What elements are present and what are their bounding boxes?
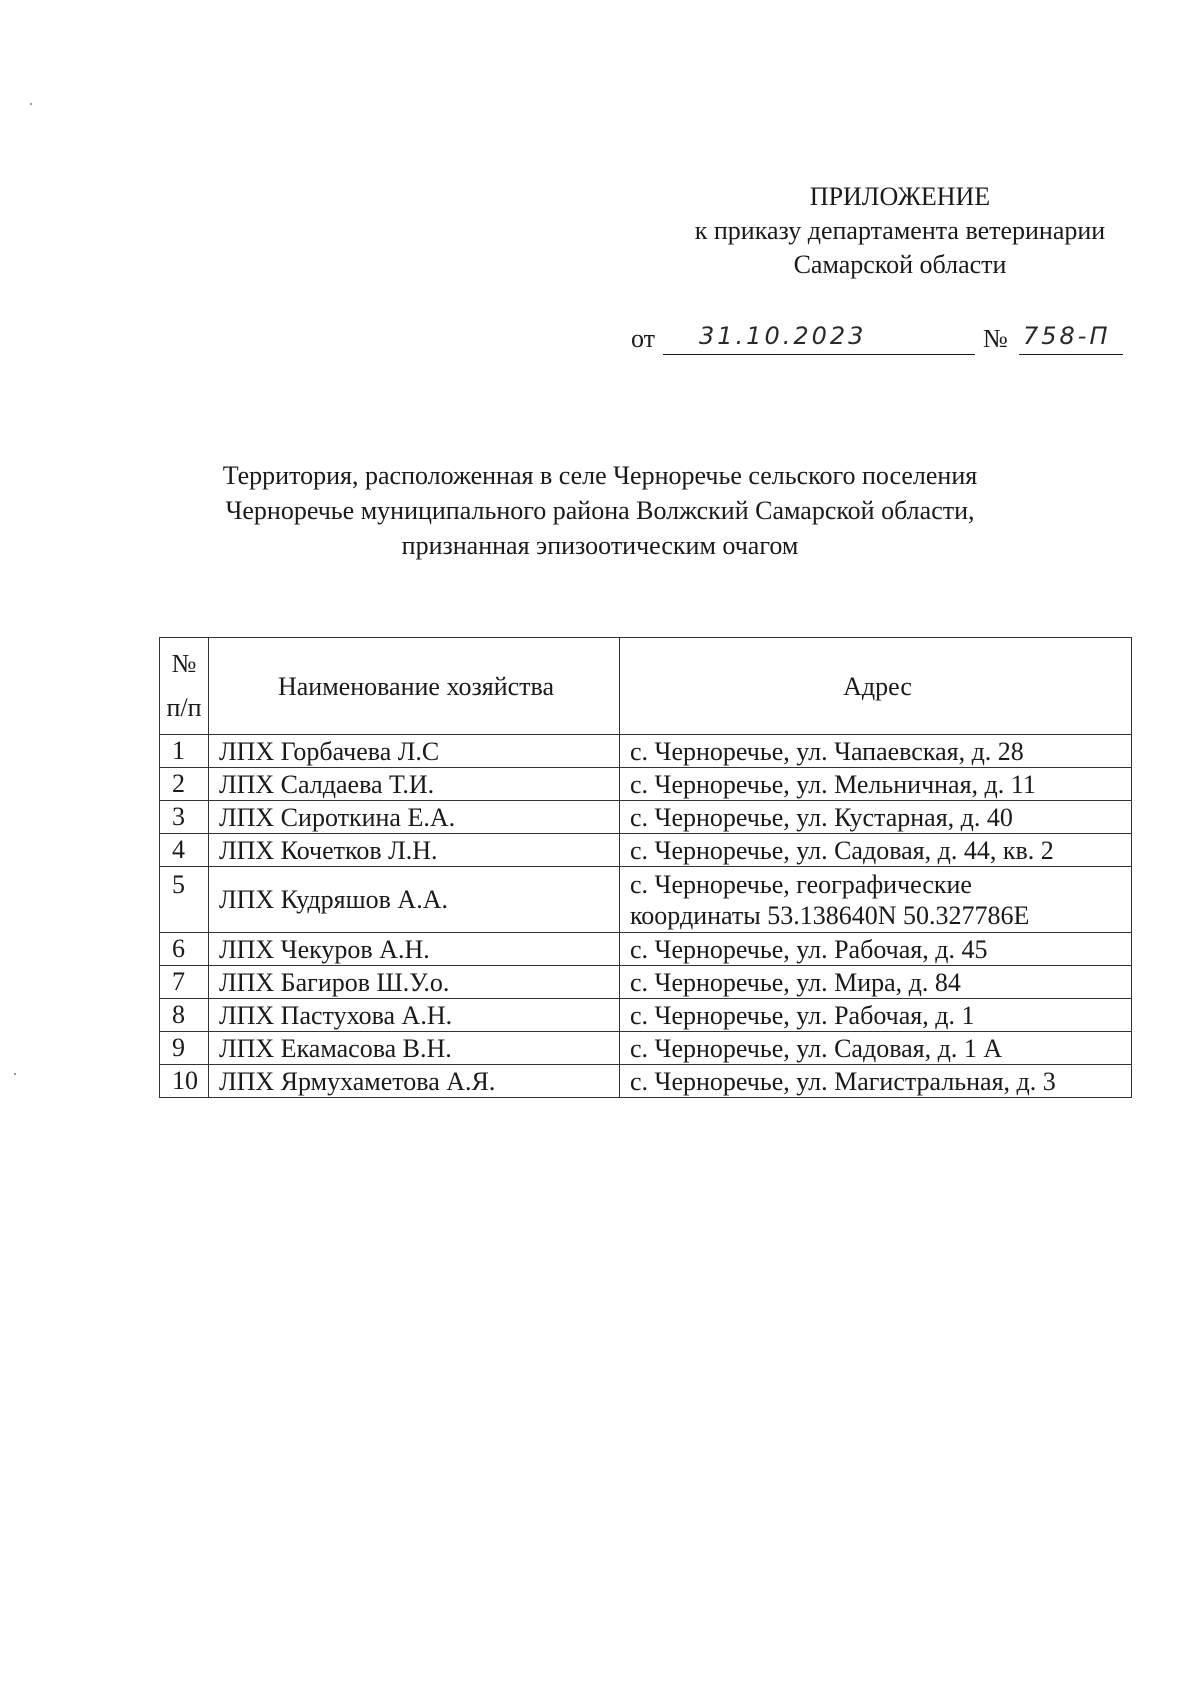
- row-address: с. Черноречье, ул. Рабочая, д. 1: [620, 999, 1132, 1032]
- row-num: 8: [160, 999, 209, 1032]
- appendix-line-order: к приказу департамента ветеринарии: [694, 216, 1106, 245]
- date-prefix: от: [631, 324, 656, 353]
- row-address: с. Черноречье, ул. Магистральная, д. 3: [620, 1065, 1132, 1098]
- order-number: 758-П: [1023, 322, 1111, 350]
- row-num: 3: [160, 801, 209, 834]
- households-table: [159, 637, 1132, 1098]
- number-underline: [1019, 354, 1123, 355]
- row-name: ЛПХ Чекуров А.Н.: [209, 933, 620, 966]
- row-name: ЛПХ Пастухова А.Н.: [209, 999, 620, 1032]
- row-num: 4: [160, 834, 209, 867]
- row-address: с. Черноречье, ул. Садовая, д. 44, кв. 2: [620, 834, 1132, 867]
- table-row: [160, 933, 1132, 966]
- order-line: [631, 324, 1131, 360]
- table-row: [160, 999, 1132, 1032]
- row-name: ЛПХ Салдаева Т.И.: [209, 768, 620, 801]
- row-address: с. Черноречье, ул. Мира, д. 84: [620, 966, 1132, 999]
- row-num: 5: [160, 867, 209, 933]
- row-address-line-1: с. Черноречье, географические: [630, 869, 972, 899]
- header-num-pp: п/п: [166, 693, 202, 722]
- number-prefix: №: [983, 324, 1008, 353]
- table-row: [160, 1065, 1132, 1098]
- header-name: Наименование хозяйства: [209, 638, 620, 735]
- row-num: 7: [160, 966, 209, 999]
- appendix-title: ПРИЛОЖЕНИЕ: [809, 182, 991, 211]
- row-address: с. Черноречье, ул. Кустарная, д. 40: [620, 801, 1132, 834]
- table-row: [160, 834, 1132, 867]
- row-name: ЛПХ Кудряшов А.А.: [209, 867, 620, 933]
- appendix-line-region: Самарской области: [793, 250, 1007, 279]
- date-underline: [663, 354, 975, 355]
- header-num-sign: №: [171, 649, 197, 678]
- row-num: 9: [160, 1032, 209, 1065]
- scan-speck: [30, 103, 32, 105]
- heading-line-3: признанная эпизоотическим очагом: [401, 531, 799, 560]
- row-address: с. Черноречье, ул. Чапаевская, д. 28: [620, 735, 1132, 768]
- table-row: [160, 735, 1132, 768]
- row-name: ЛПХ Ярмухаметова А.Я.: [209, 1065, 620, 1098]
- row-num: 6: [160, 933, 209, 966]
- row-name: ЛПХ Сироткина Е.А.: [209, 801, 620, 834]
- row-name: ЛПХ Горбачева Л.С: [209, 735, 620, 768]
- scan-speck: [14, 1073, 16, 1075]
- table-row: [160, 768, 1132, 801]
- heading-line-2: Черноречье муниципального района Волжский Самарской области,: [225, 496, 975, 525]
- document-heading: [150, 458, 1050, 563]
- row-num: 2: [160, 768, 209, 801]
- row-num: 1: [160, 735, 209, 768]
- row-address: [620, 867, 1132, 933]
- order-date: 31.10.2023: [699, 322, 867, 350]
- row-name: ЛПХ Кочетков Л.Н.: [209, 834, 620, 867]
- row-address-line-2: координаты 53.138640N 50.327786E: [630, 900, 1030, 930]
- header-address: Адрес: [620, 638, 1132, 735]
- header-num: [160, 638, 209, 735]
- row-num: 10: [160, 1065, 209, 1098]
- appendix-block: [600, 180, 1200, 282]
- row-name: ЛПХ Екамасова В.Н.: [209, 1032, 620, 1065]
- row-address: с. Черноречье, ул. Садовая, д. 1 А: [620, 1032, 1132, 1065]
- row-address: с. Черноречье, ул. Рабочая, д. 45: [620, 933, 1132, 966]
- row-address: с. Черноречье, ул. Мельничная, д. 11: [620, 768, 1132, 801]
- table-header-row: [160, 638, 1132, 735]
- table-row: [160, 1032, 1132, 1065]
- table-row: [160, 966, 1132, 999]
- row-name: ЛПХ Багиров Ш.У.о.: [209, 966, 620, 999]
- table-row: [160, 867, 1132, 933]
- table-row: [160, 801, 1132, 834]
- heading-line-1: Территория, расположенная в селе Черноречье сельского поселения: [222, 461, 978, 490]
